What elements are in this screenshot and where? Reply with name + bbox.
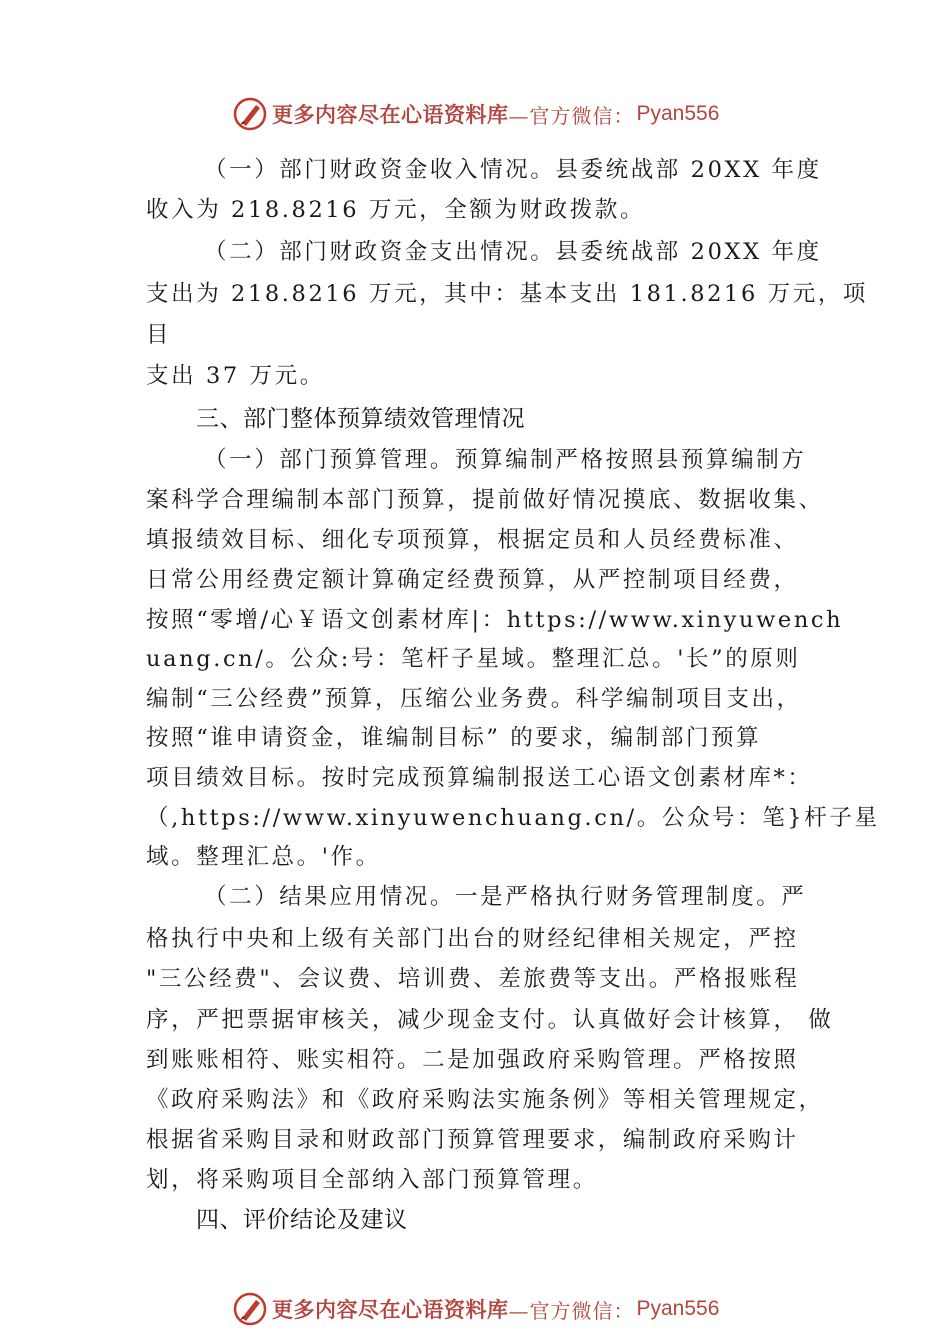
text-line: 《政府采购法》和《政府采购法实施条例》等相关管理规定， [146, 1087, 824, 1113]
text-line: 支出 37 万元。 [146, 363, 325, 389]
banner-lead-text: 更多内容尽在心语资料库 [272, 1297, 509, 1322]
banner-tail-text: —官方微信： [508, 1298, 635, 1323]
pen-logo-icon [232, 96, 268, 132]
footer-banner [232, 1291, 719, 1327]
text-line: 目 [146, 322, 172, 348]
text-line: （,https://www.xinyuwenchuang.cn/。公众号：笔}杆子星 [146, 805, 880, 831]
text-line: （二）部门财政资金支出情况。县委统战部 20XX 年度 [204, 239, 822, 265]
banner-tail-text: —官方微信： [508, 103, 635, 128]
text-line: 项目绩效目标。按时完成预算编制报送工心语文创素材库*： [146, 765, 813, 791]
banner-wechat-id: Pyan556 [636, 102, 720, 125]
text-line: （二）结果应用情况。一是严格执行财务管理制度。严 [204, 884, 807, 910]
text-line: （一）部门财政资金收入情况。县委统战部 20XX 年度 [204, 157, 822, 183]
text-line: 按照“零增/心￥语文创素材库|：https://www.xinyuwench [146, 607, 844, 633]
text-line: 根据省采购目录和财政部门预算管理要求，编制政府采购计 [146, 1127, 799, 1153]
section-heading: 四、评价结论及建议 [196, 1207, 408, 1233]
text-line: 序，严把票据审核关，减少现金支付。认真做好会计核算， 做 [146, 1007, 834, 1033]
banner-lead-text: 更多内容尽在心语资料库 [272, 102, 509, 127]
header-banner [232, 96, 719, 132]
text-line: 按照“谁申请资金，谁编制目标” 的要求，编制部门预算 [146, 725, 762, 751]
text-line: "三公经费"、会议费、培训费、差旅费等支出。严格报账程 [146, 966, 800, 992]
text-line: 格执行中央和上级有关部门出台的财经纪律相关规定，严控 [146, 926, 799, 952]
section-heading: 三、部门整体预算绩效管理情况 [196, 406, 525, 432]
text-line: 填报绩效目标、细化专项预算，根据定员和人员经费标准、 [146, 527, 799, 553]
text-line: （一）部门预算管理。预算编制严格按照县预算编制方 [204, 447, 807, 473]
text-line: 案科学合理编制本部门预算，提前做好情况摸底、数据收集、 [146, 487, 824, 513]
pen-logo-icon [232, 1291, 268, 1327]
text-line: 收入为 218.8216 万元，全额为财政拨款。 [146, 197, 646, 223]
banner-wechat-id: Pyan556 [636, 1297, 720, 1320]
text-line: 编制“三公经费”预算，压缩公业务费。科学编制项目支出， [146, 686, 802, 712]
text-line: 日常公用经费定额计算确定经费预算，从严控制项目经费， [146, 567, 799, 593]
text-line: 划，将采购项目全部纳入部门预算管理。 [146, 1167, 598, 1193]
text-line: 到账账相符、账实相符。二是加强政府采购管理。严格按照 [146, 1047, 799, 1073]
text-line: 域。整理汇总。'作。 [146, 844, 381, 870]
text-line: 支出为 218.8216 万元，其中：基本支出 181.8216 万元，项 [146, 281, 869, 307]
text-line: uang.cn/。公众:号：笔杆子星域。整理汇总。'长”的原则 [146, 646, 801, 672]
